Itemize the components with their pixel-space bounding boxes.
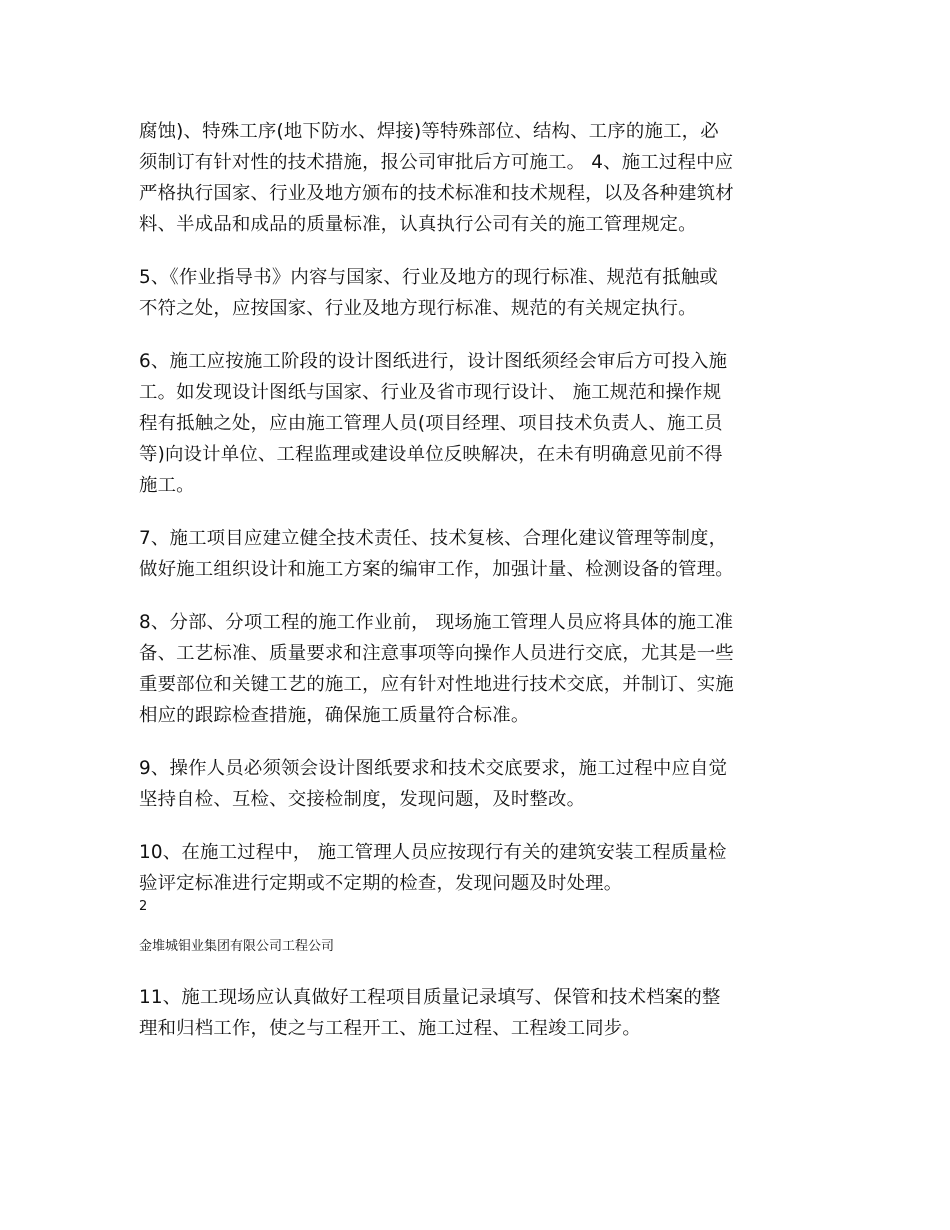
paragraph-10: 10、在施工过程中， 施工管理人员应按现行有关的建筑安装工程质量检 验评定标准进行定期或不定期的检查，发现问题及时处理。 <box>139 842 727 894</box>
paragraph-11: 11、施工现场应认真做好工程项目质量记录填写、保管和技术档案的整 理和归档工作，使之与工程开工、施工过程、工程竣工同步。 <box>139 987 721 1039</box>
page-number: 2 <box>139 899 148 914</box>
paragraph-6: 6、施工应按施工阶段的设计图纸进行，设计图纸须经会审后方可投入施 工。如发现设计图纸与国家、行业及省市现行设计、 施工规范和操作规 程有抵触之处，应由施工管理人员(项目经理、项目技术负责人、施工员 等)向设计单位、工程监理或建设单位反映解决，在未有明确意见前不得 施工。 <box>139 351 728 496</box>
paragraph-5: 5、《作业指导书》内容与国家、行业及地方的现行标准、规范有抵触或 不符之处，应按国家、行业及地方现行标准、规范的有关规定执行。 <box>139 267 719 319</box>
company-header: 金堆城钼业集团有限公司工程公司 <box>139 939 335 954</box>
paragraph-8: 8、分部、分项工程的施工作业前， 现场施工管理人员应将具体的施工准 备、工艺标准、质量要求和注意事项等向操作人员进行交底，尤其是一些 重要部位和关键工艺的施工，应有针对性地进行技术交底，并制订、实施 相应的跟踪检查措施，确保施工质量符合标准。 <box>139 612 734 726</box>
paragraph-7: 7、施工项目应建立健全技术责任、技术复核、合理化建议管理等制度， 做好施工组织设计和施工方案的编审工作，加强计量、检测设备的管理。 <box>139 528 734 580</box>
paragraph-continued: 腐蚀)、特殊工序(地下防水、焊接)等特殊部位、结构、工序的施工，必 须制订有针对性的技术措施，报公司审批后方可施工。 4、施工过程中应 严格执行国家、行业及地方颁布的技术标准和技术规程，以及各种建筑材 料、半成品和成品的质量标准，认真执行公司有关的施工管理规定。 <box>139 121 734 235</box>
document-body <box>139 116 815 899</box>
paragraph-9: 9、操作人员必须领会设计图纸要求和技术交底要求，施工过程中应自觉 坚持自检、互检、交接检制度，发现问题，及时整改。 <box>139 758 728 810</box>
